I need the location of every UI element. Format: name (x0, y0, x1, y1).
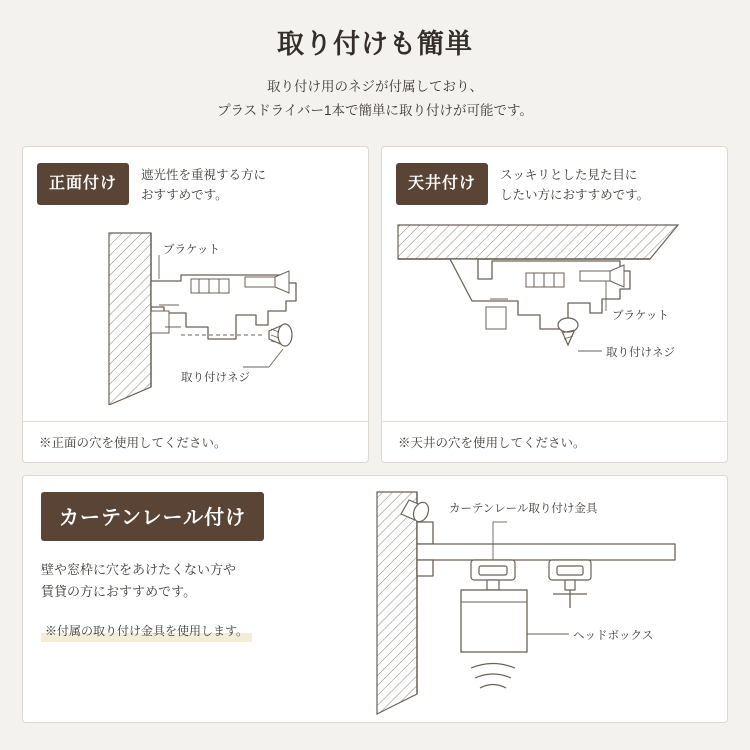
card-front-mount-header (23, 147, 368, 205)
card-ceiling-mount-note: ※天井の穴を使用してください。 (382, 421, 727, 462)
leader-screw (243, 349, 283, 367)
fabric-waves (471, 664, 515, 689)
desc-line-1: 壁や窓枠に穴をあけたくない方や (41, 562, 237, 577)
label-rail-bracket: カーテンレール取り付け金具 (449, 503, 598, 515)
wall-hatch (377, 492, 417, 714)
cards-top-row (22, 146, 728, 463)
headbox-graphic (461, 590, 527, 652)
wall-hatch (109, 233, 151, 405)
card-ceiling-mount-description (500, 163, 649, 205)
card-curtain-rail-badge: カーテンレール付け (41, 492, 264, 541)
desc-line-1: 遮光性を重視する方に (141, 168, 267, 182)
card-front-mount (22, 146, 369, 463)
subtitle-line-2: プラスドライバー1本で簡単に取り付けが可能です。 (217, 102, 533, 118)
ceiling-mount-diagram (390, 215, 721, 405)
card-curtain-rail-text (41, 492, 341, 643)
card-curtain-rail-description (41, 559, 341, 603)
card-front-mount-description (141, 163, 266, 205)
card-curtain-rail-highlight-note: ※付属の取り付け金具を使用します。 (41, 619, 252, 643)
card-ceiling-mount (381, 146, 728, 463)
card-ceiling-mount-badge: 天井付け (396, 163, 488, 205)
card-front-mount-badge: 正面付け (37, 163, 129, 205)
label-screw: 取り付けネジ (181, 372, 250, 384)
screw-graphic (269, 324, 292, 346)
desc-line-1: スッキリとした見た目に (500, 168, 638, 182)
subtitle-line-1: 取り付け用のネジが付属しており、 (267, 79, 483, 94)
label-screw: 取り付けネジ (606, 347, 675, 359)
ceiling-hatch (398, 225, 678, 259)
card-curtain-rail-mount (22, 475, 728, 723)
page-subtitle (0, 75, 750, 122)
page-header (0, 0, 750, 122)
card-ceiling-mount-header (382, 147, 727, 205)
desc-line-2: おすすめです。 (141, 188, 228, 202)
desc-line-2: 賃貸の方におすすめです。 (41, 584, 197, 600)
card-front-mount-note: ※正面の穴を使用してください。 (23, 421, 368, 462)
bracket-profile (450, 259, 630, 329)
curtain-rail-diagram (343, 482, 725, 720)
desc-line-2: したい方におすすめです。 (500, 188, 650, 202)
screw-graphic (558, 318, 578, 345)
label-bracket: ブラケット (612, 310, 669, 322)
mounting-method-cards (22, 146, 728, 723)
page-title: 取り付けも簡単 (277, 29, 473, 59)
label-headbox: ヘッドボックス (573, 630, 654, 642)
label-bracket: ブラケット (163, 244, 220, 256)
front-mount-diagram (31, 215, 362, 405)
rail-bracket (417, 522, 675, 576)
